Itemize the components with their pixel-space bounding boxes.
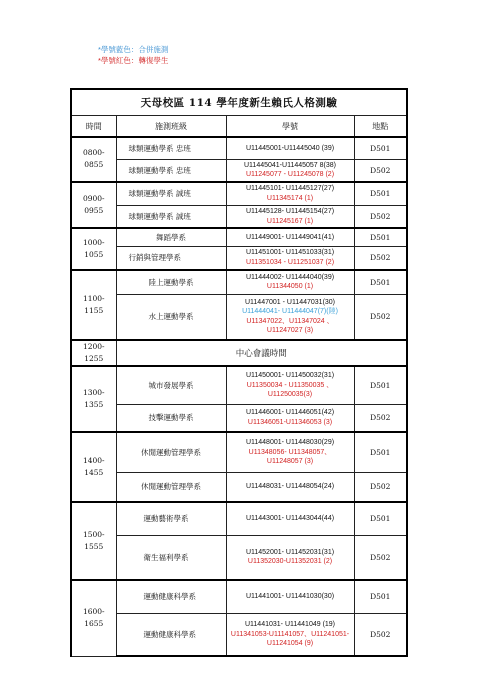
student-ids	[226, 613, 354, 656]
class-name: 運動健康科學系	[116, 613, 226, 656]
room: D501	[354, 182, 407, 206]
class-name: 舞蹈學系	[116, 228, 226, 246]
student-id-range: U11445128- U11445154(27)	[245, 208, 335, 215]
student-ids	[226, 137, 354, 159]
room: D501	[354, 366, 407, 404]
student-ids	[226, 159, 354, 182]
room: D502	[354, 294, 407, 340]
student-id-range: U11444002- U11444040(39)	[245, 273, 335, 281]
class-name: 運動藝術學系	[116, 502, 226, 535]
student-ids	[226, 366, 354, 404]
header-room: 地點	[354, 116, 407, 138]
student-id-range: U11347022、U11347024 、	[246, 317, 334, 325]
schedule-row	[71, 182, 407, 206]
student-id-range: U11341053-U11141057、U11241051-	[230, 630, 350, 638]
header-time: 時間	[71, 116, 116, 138]
class-name: 休閒運動管理學系	[116, 432, 226, 472]
class-name: 陸上運動學系	[116, 270, 226, 294]
class-name: 衛生福利學系	[116, 535, 226, 580]
class-name: 城市發展學系	[116, 366, 226, 404]
table-title: 天母校區 114 學年度新生賴氏人格測驗	[71, 89, 407, 116]
room: D502	[354, 206, 407, 229]
schedule-row	[71, 613, 407, 656]
time-slot: 0900- 0955	[71, 182, 116, 229]
student-ids	[226, 580, 354, 613]
class-name: 運動健康科學系	[116, 580, 226, 613]
room: D502	[354, 472, 407, 502]
schedule-row	[71, 137, 407, 159]
student-id-range: U11449001- U11449041(41)	[245, 233, 335, 241]
student-id-range: U11441031- U11441049 (19)	[244, 621, 336, 628]
student-id-range: U11350034 - U11350035 、	[246, 381, 334, 389]
room: D501	[354, 580, 407, 613]
student-ids	[226, 182, 354, 206]
student-id-range: U11446001- U11446051(42)	[245, 409, 335, 417]
legend-notes	[98, 44, 168, 66]
class-name: 球類運動學系 誠班	[116, 206, 226, 229]
student-ids	[226, 535, 354, 580]
header-class: 施測班級	[116, 116, 226, 138]
schedule-row	[71, 535, 407, 580]
schedule-row	[71, 580, 407, 613]
schedule-row	[71, 246, 407, 270]
room: D501	[354, 137, 407, 159]
room: D501	[354, 270, 407, 294]
student-id-range: U11245167 (1)	[266, 217, 314, 225]
room: D502	[354, 159, 407, 182]
student-id-range: U11348056- U11348057、	[248, 448, 332, 456]
student-id-range: U11448031- U11448054(24)	[245, 483, 335, 490]
student-id-range: U11248057 (3)	[266, 458, 314, 465]
schedule-row	[71, 206, 407, 229]
schedule-row	[71, 502, 407, 535]
class-name: 球類運動學系 忠班	[116, 137, 226, 159]
student-id-range: U11445041-U11445057 8(38)	[244, 161, 336, 169]
header-row	[71, 116, 407, 138]
room: D502	[354, 535, 407, 580]
class-name: 休閒運動管理學系	[116, 472, 226, 502]
class-name: 球類運動學系 誠班	[116, 182, 226, 206]
meeting-time: 中心會議時間	[116, 340, 407, 366]
student-id-range: U11443001- U11443044(44)	[245, 515, 335, 522]
schedule-row	[71, 228, 407, 246]
time-slot: 1300- 1355	[71, 366, 116, 432]
time-slot: 1100- 1155	[71, 270, 116, 340]
room: D502	[354, 404, 407, 432]
student-ids	[226, 432, 354, 472]
schedule-row	[71, 159, 407, 182]
room: D501	[354, 432, 407, 472]
student-id-range: U11447001 - U11447031(30)	[244, 298, 336, 306]
student-id-range: U11451001- U11451033(31)	[245, 249, 335, 257]
student-ids	[226, 294, 354, 340]
schedule-row	[71, 432, 407, 472]
student-ids	[226, 472, 354, 502]
student-ids	[226, 404, 354, 432]
room: D501	[354, 502, 407, 535]
student-id-range: U11441001- U11441030(30)	[245, 593, 335, 600]
student-id-range: U11450001- U11450032(31)	[245, 372, 335, 379]
schedule-row	[71, 366, 407, 404]
student-id-range: U11250035(3)	[267, 391, 313, 398]
schedule-table	[70, 88, 408, 657]
time-slot: 1600- 1655	[71, 580, 116, 656]
time-slot: 1200- 1255	[71, 340, 116, 366]
student-id-range: U11345174 (1)	[266, 194, 314, 202]
student-id-range: U11452001- U11452031(31)	[245, 548, 335, 556]
student-id-range: U11344050 (1)	[266, 283, 314, 291]
student-id-range: U11241054 (9)	[266, 640, 314, 647]
room: D502	[354, 613, 407, 656]
class-name: 行銷與管理學系	[116, 246, 226, 270]
schedule-row	[71, 270, 407, 294]
student-ids	[226, 270, 354, 294]
student-id-range: U11346051-U11346053 (3)	[247, 418, 333, 426]
student-ids	[226, 206, 354, 229]
time-slot: 0800- 0855	[71, 137, 116, 182]
header-ids: 學號	[226, 116, 354, 138]
schedule-row	[71, 294, 407, 340]
student-ids	[226, 228, 354, 246]
student-ids	[226, 502, 354, 535]
time-slot: 1400- 1455	[71, 432, 116, 502]
room: D502	[354, 246, 407, 270]
schedule-row	[71, 340, 407, 366]
time-slot: 1000- 1055	[71, 228, 116, 270]
class-name: 水上運動學系	[116, 294, 226, 340]
note-red: *學號紅色：轉復學生	[98, 56, 169, 65]
student-id-range: U11448001- U11448030(29)	[245, 439, 335, 446]
room: D501	[354, 228, 407, 246]
student-id-range: U11351034 - U11251037 (2)	[245, 258, 335, 266]
schedule-body	[71, 89, 407, 656]
class-name: 技擊運動學系	[116, 404, 226, 432]
student-id-range: U11445001-U11445040 (39)	[245, 144, 335, 152]
class-name: 球類運動學系 忠班	[116, 159, 226, 182]
schedule-row	[71, 472, 407, 502]
time-slot: 1500- 1555	[71, 502, 116, 580]
student-id-range: U11245077 - U11245078 (2)	[245, 171, 335, 178]
student-id-range: U11444041- U11444047(7)(陸)	[242, 308, 338, 316]
student-id-range: U11445101- U11445127(27)	[245, 185, 335, 193]
student-id-range: U11352030-U11352031 (2)	[247, 558, 333, 566]
student-id-range: U11247027 (3)	[266, 327, 314, 335]
note-blue: *學號藍色：合併施測	[98, 45, 169, 54]
student-ids	[226, 246, 354, 270]
schedule-row	[71, 404, 407, 432]
